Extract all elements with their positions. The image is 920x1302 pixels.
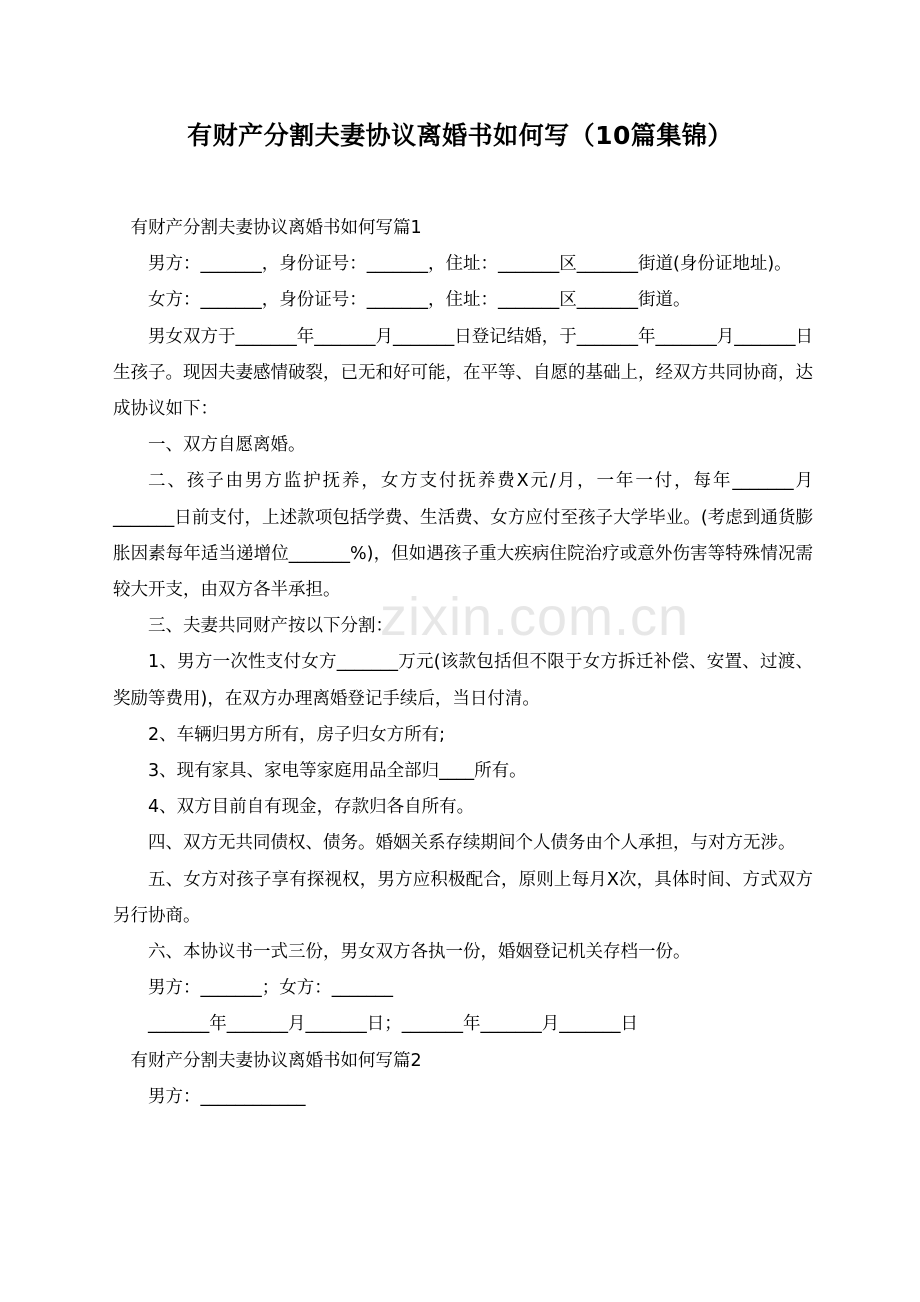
document-body xyxy=(113,210,813,1115)
paragraph-marriage-info: 男女双方于_______年_______月_______日登记结婚，于_______年_______月_______日生孩子。现因夫妻感情破裂，已无和好可能，在平等、自愿的基础上，经双方共同协商，达成协议如下： xyxy=(113,326,813,420)
document-title: 有财产分割夫妻协议离婚书如何写（10篇集锦） xyxy=(187,121,733,150)
paragraph-male-party: 男方：_______，身份证号：_______，住址：_______区_______街道(身份证地址)。 xyxy=(148,254,792,275)
paragraph-female-party: 女方：_______，身份证号：_______，住址：_______区_______街道。 xyxy=(148,290,691,311)
clause-3-item-3: 3、现有家具、家电等家庭用品全部归____所有。 xyxy=(148,761,527,782)
section-heading-2: 有财产分割夫妻协议离婚书如何写篇2 xyxy=(130,1050,422,1071)
clause-3-item-2: 2、车辆归男方所有，房子归女方所有; xyxy=(148,724,446,745)
clause-4: 四、双方无共同债权、债务。婚姻关系存续期间个人债务由个人承担，与对方无涉。 xyxy=(148,833,796,854)
paragraph-male-party-2: 男方：____________ xyxy=(148,1086,306,1107)
section-heading-1: 有财产分割夫妻协议离婚书如何写篇1 xyxy=(130,218,422,238)
clause-6: 六、本协议书一式三份，男女双方各执一份，婚姻登记机关存档一份。 xyxy=(148,942,691,963)
date-line: _______年_______月_______日；_______年_______月_______日 xyxy=(148,1014,638,1035)
clause-2: 二、孩子由男方监护抚养，女方支付抚养费X元/月，一年一付，每年_______月_______日前支付，上述款项包括学费、生活费、女方应付至孩子大学毕业。(考虑到通货膨胀因素每年适当递增位_______%)，但如遇孩子重大疾病住院治疗或意外伤害等特殊情况需较大开支，由双方各半承担。 xyxy=(113,471,813,601)
clause-3-item-1: 1、男方一次性支付女方_______万元(该款包括但不限于女方拆迁补偿、安置、过渡、奖励等费用)，在双方办理离婚登记手续后，当日付清。 xyxy=(113,652,813,709)
clause-5: 五、女方对孩子享有探视权，男方应积极配合，原则上每月X次，具体时间、方式双方另行协商。 xyxy=(113,869,813,926)
clause-3: 三、夫妻共同财产按以下分割： xyxy=(148,616,393,637)
watermark: zixin.com.cn xyxy=(380,587,690,647)
signature-line: 男方：_______；女方：_______ xyxy=(148,978,393,999)
clause-3-item-4: 4、双方目前自有现金，存款归各自所有。 xyxy=(148,797,475,818)
clause-1: 一、双方自愿离婚。 xyxy=(148,435,306,456)
